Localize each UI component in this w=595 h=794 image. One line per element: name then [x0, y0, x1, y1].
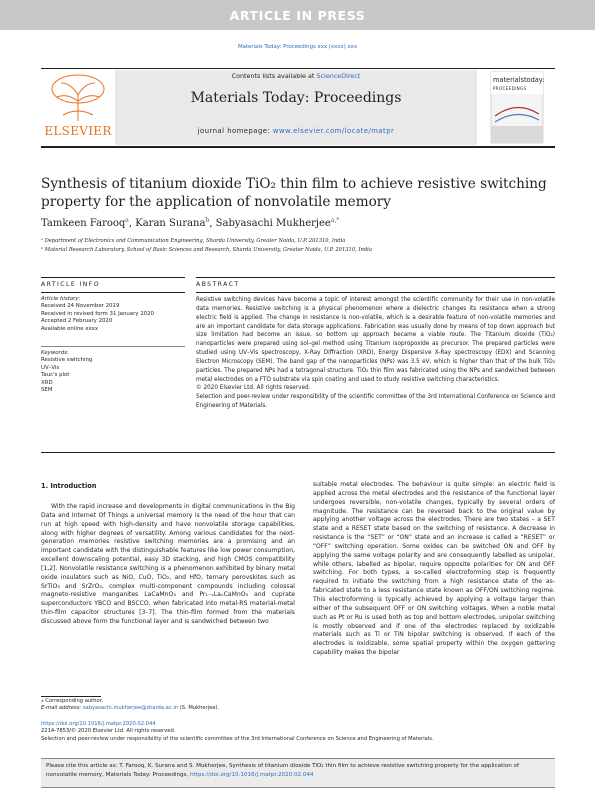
- section-rule: [41, 292, 185, 293]
- abstract-copyright: © 2020 Elsevier Ltd. All rights reserved.: [196, 385, 311, 392]
- introduction-left-column: With the rapid increase and developments in digital communications in the Big Data and Internet Of Things a universal memory is the need of the hour that can run at high speed with high-density and have nonvolatile storage capabilities, along with higher degrees of versatility. Among various candidates for the next-generation memories resistive switching memories are a promising and an important candidate with the distinguishable features like low power consumption, excellent downscaling potential, easy 3D stacking, and high CMOS compatibility [1,2]. Nonvolatile resistance switching is a phenomenon exhibited by binary metal oxide insulators such as NiO, CuO, TiO₂, and HfO, ternary perovskites such as SrTiO₃ and SrZrO₃, complex multi-component compounds including colossal magneto-resistive manganites LaCaMnO₃ and Pr₁₋ₓLaₓCaMnO₃ and cuprate superconductors YBCO and BSCCO, when fabricated into metal-RS material-metal thin-film capacitor structures [3–7]. The thin-film formed from the materials discussed above form the functional layer and is sandwiched between two: [41, 503, 295, 625]
- author-separator: ,: [209, 218, 216, 229]
- selection-line: Selection and peer-review under responsibility of the scientific committee of the 3rd International Conference on Science and Engineering of Materials.: [41, 735, 434, 742]
- introduction-right-column: suitable metal electrodes. The behaviour is quite simple: an electric field is applied across the metal electrodes and the resistance of the functional layer undergoes reversible, non-volatile changes, typically by several orders of magnitude. The resistance can be reversed back to the original value by applying another voltage across the electrodes. There are two states – a SET state and a RESET state based on the switching of resistance. A decrease in resistance is the “SET” or “ON” state and an increase is called a “RESET” or “OFF” switching operation. Some oxides can be switched ON and OFF by applying the same voltage polarity and are consequently labelled as unipolar, while others, labelled as bipolar, require opposite polarities for ON and OFF switching. For both types, a so-called electroforming step is frequently required to initiate the switching from a high resistance state of the as-fabricated state to a less resistance state known as OFF/ON switching regime. This electroforming is typically achieved by applying a voltage larger than either of the subsequent OFF or ON switching voltages. When a noble metal such as Pt or Ru is used both as top and bottom electrodes, unipolar switching is mostly observed and if one of the electrodes replaced by oxidizable materials such as Ti or TiN bipolar switching is observed. If each of the electrodes is oxidizable, some spatial property within the oxygen gettering capability makes the bipolar: [313, 481, 555, 657]
- history-item: Received 24 November 2019: [41, 303, 120, 310]
- author-affiliation-mark[interactable]: a: [125, 217, 129, 224]
- abstract-body: [196, 296, 555, 411]
- journal-title: Materials Today: Proceedings: [190, 90, 402, 106]
- section-rule: [196, 292, 555, 293]
- author-list: [41, 217, 555, 229]
- affiliation: ᵃ Department of Electronics and Communication Engineering, Sharda University, Greater Noida, U.P. 201310, India: [41, 238, 346, 244]
- author-affiliation-mark[interactable]: b: [205, 217, 210, 224]
- article-in-press-banner: ARTICLE IN PRESS: [0, 0, 595, 30]
- publication-footer: [41, 721, 555, 743]
- email-suffix: (S. Mukherjee).: [178, 705, 220, 712]
- abstract-text: Resistive switching devices have become a topic of interest amongst the scientific community for their use in non-volatile data memories. Resistive switching is a physical phenomenon where a dielectric changes its resistance when a strong electric field is applied. The change in resistance is non-volatile, which is a desirable feature of non-volatile memories and are an important candidate for data storage applications. Fabrication was usually done by means of top down approach but size limitation had become an issue, so bottom up approach became a viable route. The Titanium dioxide (TiO₂) nanoparticles were prepared using sol–gel method using Titanium isopropoxide as precursor. The prepared particles were studied using UV–Vis spectroscopy, X-Ray Diffraction (XRD), Energy Dispersive X-Ray spectroscopy (EDX) and Scanning Electron Microscopy (SEM). The band gap of the nanoparticles (NPs) was 3.5 eV, which is higher than that of the bulk TiO₂ particles. The prepared NPs had a tetragonal structure. TiO₂ thin film was fabricated using the NPs and sandwiched between metal electrodes on a FTO substrate via spin coating and used to study resistive switching characteristics.: [196, 297, 555, 383]
- keyword: XRD: [41, 379, 53, 386]
- section-rule: [196, 277, 555, 278]
- article-info-heading: ARTICLE INFO: [41, 281, 101, 288]
- email-label: E-mail address:: [41, 705, 83, 712]
- keyword: SEM: [41, 387, 53, 394]
- contents-line: [115, 72, 477, 80]
- author-separator: ,: [128, 218, 136, 229]
- journal-homepage: [115, 127, 477, 135]
- citation-doi-link[interactable]: https://doi.org/10.1016/j.matpr.2020.02.044: [190, 771, 314, 778]
- history-item: Accepted 2 February 2020: [41, 318, 113, 325]
- footnote-rule: [41, 696, 101, 697]
- abstract-heading: ABSTRACT: [196, 281, 240, 288]
- keywords: [41, 350, 185, 394]
- elsevier-wordmark: ELSEVIER: [44, 124, 112, 138]
- article-title: Synthesis of titanium dioxide TiO₂ thin film to achieve resistive switching property for the application of nonvolatile memory: [41, 176, 547, 210]
- keyword: Tauc's plot: [41, 372, 70, 379]
- issn-line: 2214-7853/© 2020 Elsevier Ltd. All rights reserved.: [41, 728, 176, 735]
- info-divider: [41, 346, 185, 347]
- section-rule: [41, 452, 555, 453]
- homepage-link[interactable]: www.elsevier.com/locate/matpr: [272, 127, 395, 135]
- contents-prefix: Contents lists available at: [231, 72, 317, 80]
- citation-text: Please cite this article as: T. Farooq, K. Surana and S. Mukherjee, Synthesis of titanium dioxide TiO₂ thin film to achieve resistive switching property for the application of nonvolatile memory, Materials Today: Proceedings,: [46, 763, 519, 778]
- journal-cover-image: [481, 70, 553, 145]
- doi-link[interactable]: https://doi.org/10.1016/j.matpr.2020.02.044: [41, 721, 156, 727]
- author-name[interactable]: Tamkeen Farooq: [41, 218, 126, 229]
- homepage-prefix: journal homepage:: [197, 127, 273, 135]
- keyword: Resistive switching: [41, 357, 93, 364]
- author-name[interactable]: Sabyasachi Mukherjee: [215, 218, 331, 229]
- article-history: [41, 296, 185, 333]
- keywords-label: Keywords:: [41, 350, 69, 356]
- footnotes: [41, 698, 295, 713]
- section-rule: [41, 277, 185, 278]
- keyword: UV–Vis: [41, 364, 60, 371]
- citation-box: [41, 758, 555, 788]
- cover-subtitle: PROCEEDINGS: [493, 86, 527, 91]
- history-item: Available online xxxx: [41, 325, 99, 332]
- history-item: Received in revised form 31 January 2020: [41, 310, 154, 317]
- corresponding-author: ⁎ Corresponding author.: [41, 698, 103, 704]
- introduction-heading: 1. Introduction: [41, 482, 97, 490]
- email-link[interactable]: sabyasachi.mukherjee@sharda.ac.in: [82, 705, 179, 712]
- sciencedirect-link[interactable]: ScienceDirect: [316, 72, 361, 80]
- author-name[interactable]: Karan Surana: [135, 218, 206, 229]
- abstract-selection: Selection and peer-review under responsibility of the scientific committee of the 3rd International Conference on Science and Engineering of Materials.: [196, 394, 555, 410]
- history-label: Article history:: [41, 296, 81, 302]
- journal-reference[interactable]: Materials Today: Proceedings xxx (xxxx) xxx: [237, 44, 358, 50]
- author-affiliation-mark[interactable]: a,*: [330, 217, 340, 224]
- email-line: [41, 705, 295, 712]
- cover-title: materialstoday:: [493, 76, 545, 84]
- affiliation: ᵇ Material Research Laboratory, School of Basic Sciences and Research, Sharda University, Greater Noida, U.P. 201310, India: [41, 247, 372, 253]
